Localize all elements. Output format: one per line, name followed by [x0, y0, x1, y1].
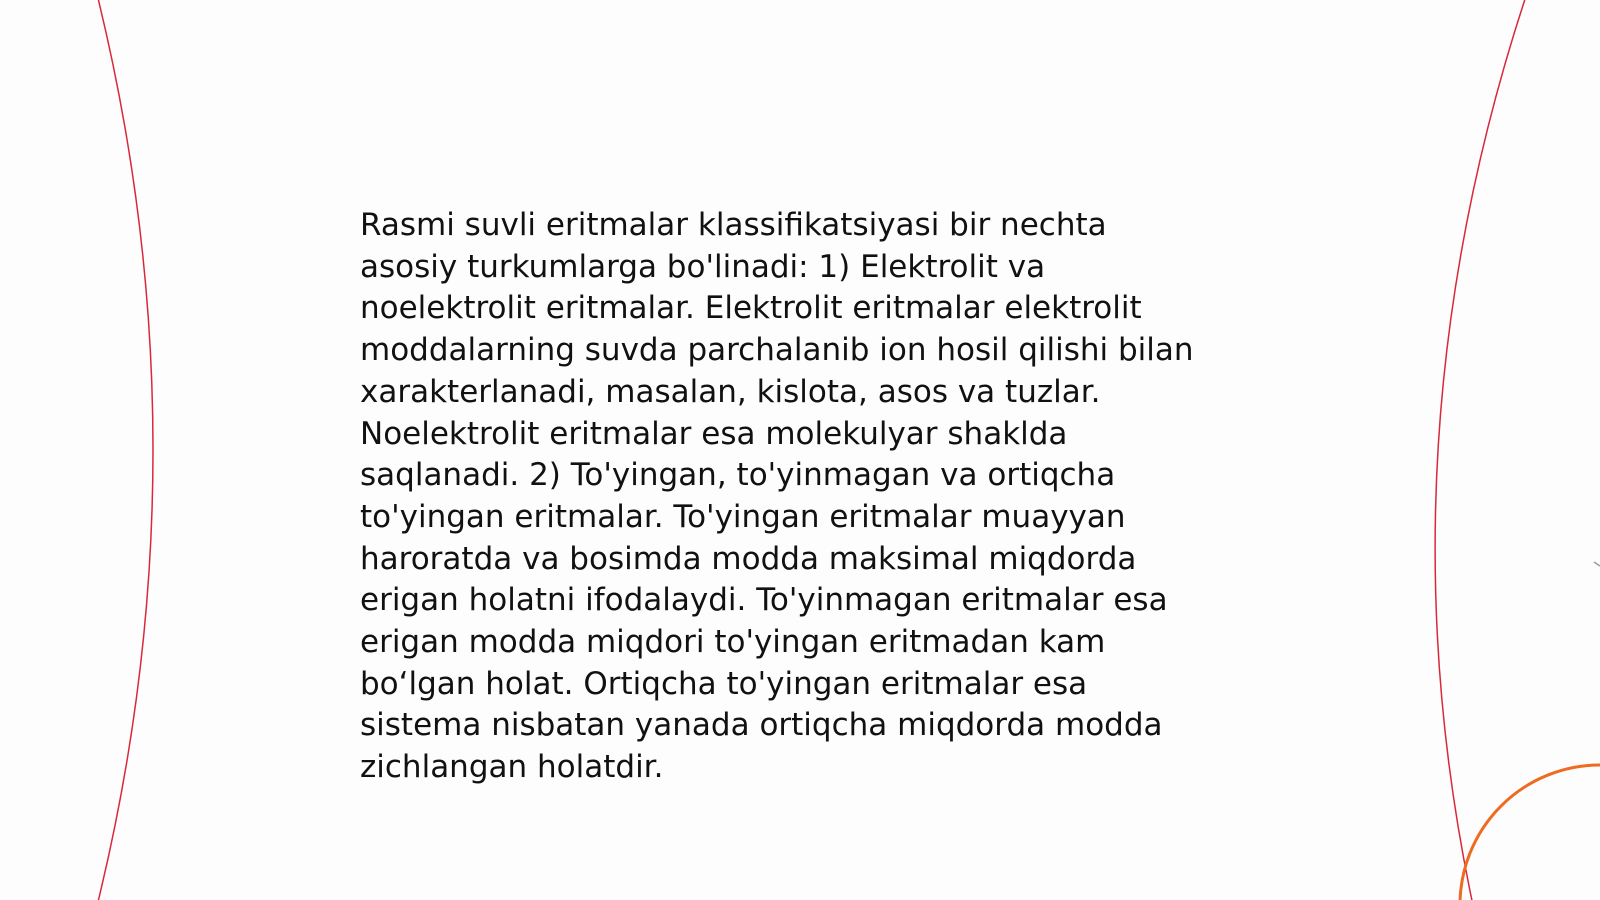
right-curve [1435, 0, 1528, 900]
left-curve [96, 0, 153, 900]
text-line: bo‘lgan holat. Ortiqcha to'yingan eritmalar esa [360, 665, 1088, 702]
text-line: to'yingan eritmalar. To'yingan eritmalar muayyan [360, 498, 1126, 535]
text-line: zichlangan holatdir. [360, 749, 664, 786]
small-tick [1594, 562, 1600, 566]
text-line: asosiy turkumlarga bo'linadi: 1) Elektrolit va [360, 248, 1046, 285]
text-line: xarakterlanadi, masalan, kislota, asos va tuzlar. [360, 373, 1101, 410]
text-line: noelektrolit eritmalar. Elektrolit eritmalar elektrolit [360, 290, 1142, 327]
slide-body-text [360, 205, 1260, 789]
text-line: Rasmi suvli eritmalar klassifikatsiyasi bir nechta [360, 207, 1107, 243]
text-line: sistema nisbatan yanada ortiqcha miqdorda modda [360, 707, 1163, 744]
text-line: erigan holatni ifodalaydi. To'yinmagan eritmalar esa [360, 582, 1168, 619]
text-line: Noelektrolit eritmalar esa molekulyar shaklda [360, 415, 1068, 452]
text-line: erigan modda miqdori to'yingan eritmadan kam [360, 624, 1106, 661]
orange-arc [1460, 765, 1600, 900]
text-line: saqlanadi. 2) To'yingan, to'yinmagan va ortiqcha [360, 457, 1116, 494]
text-line: haroratda va bosimda modda maksimal miqdorda [360, 540, 1137, 577]
text-line: moddalarning suvda parchalanib ion hosil qilishi bilan [360, 332, 1194, 369]
